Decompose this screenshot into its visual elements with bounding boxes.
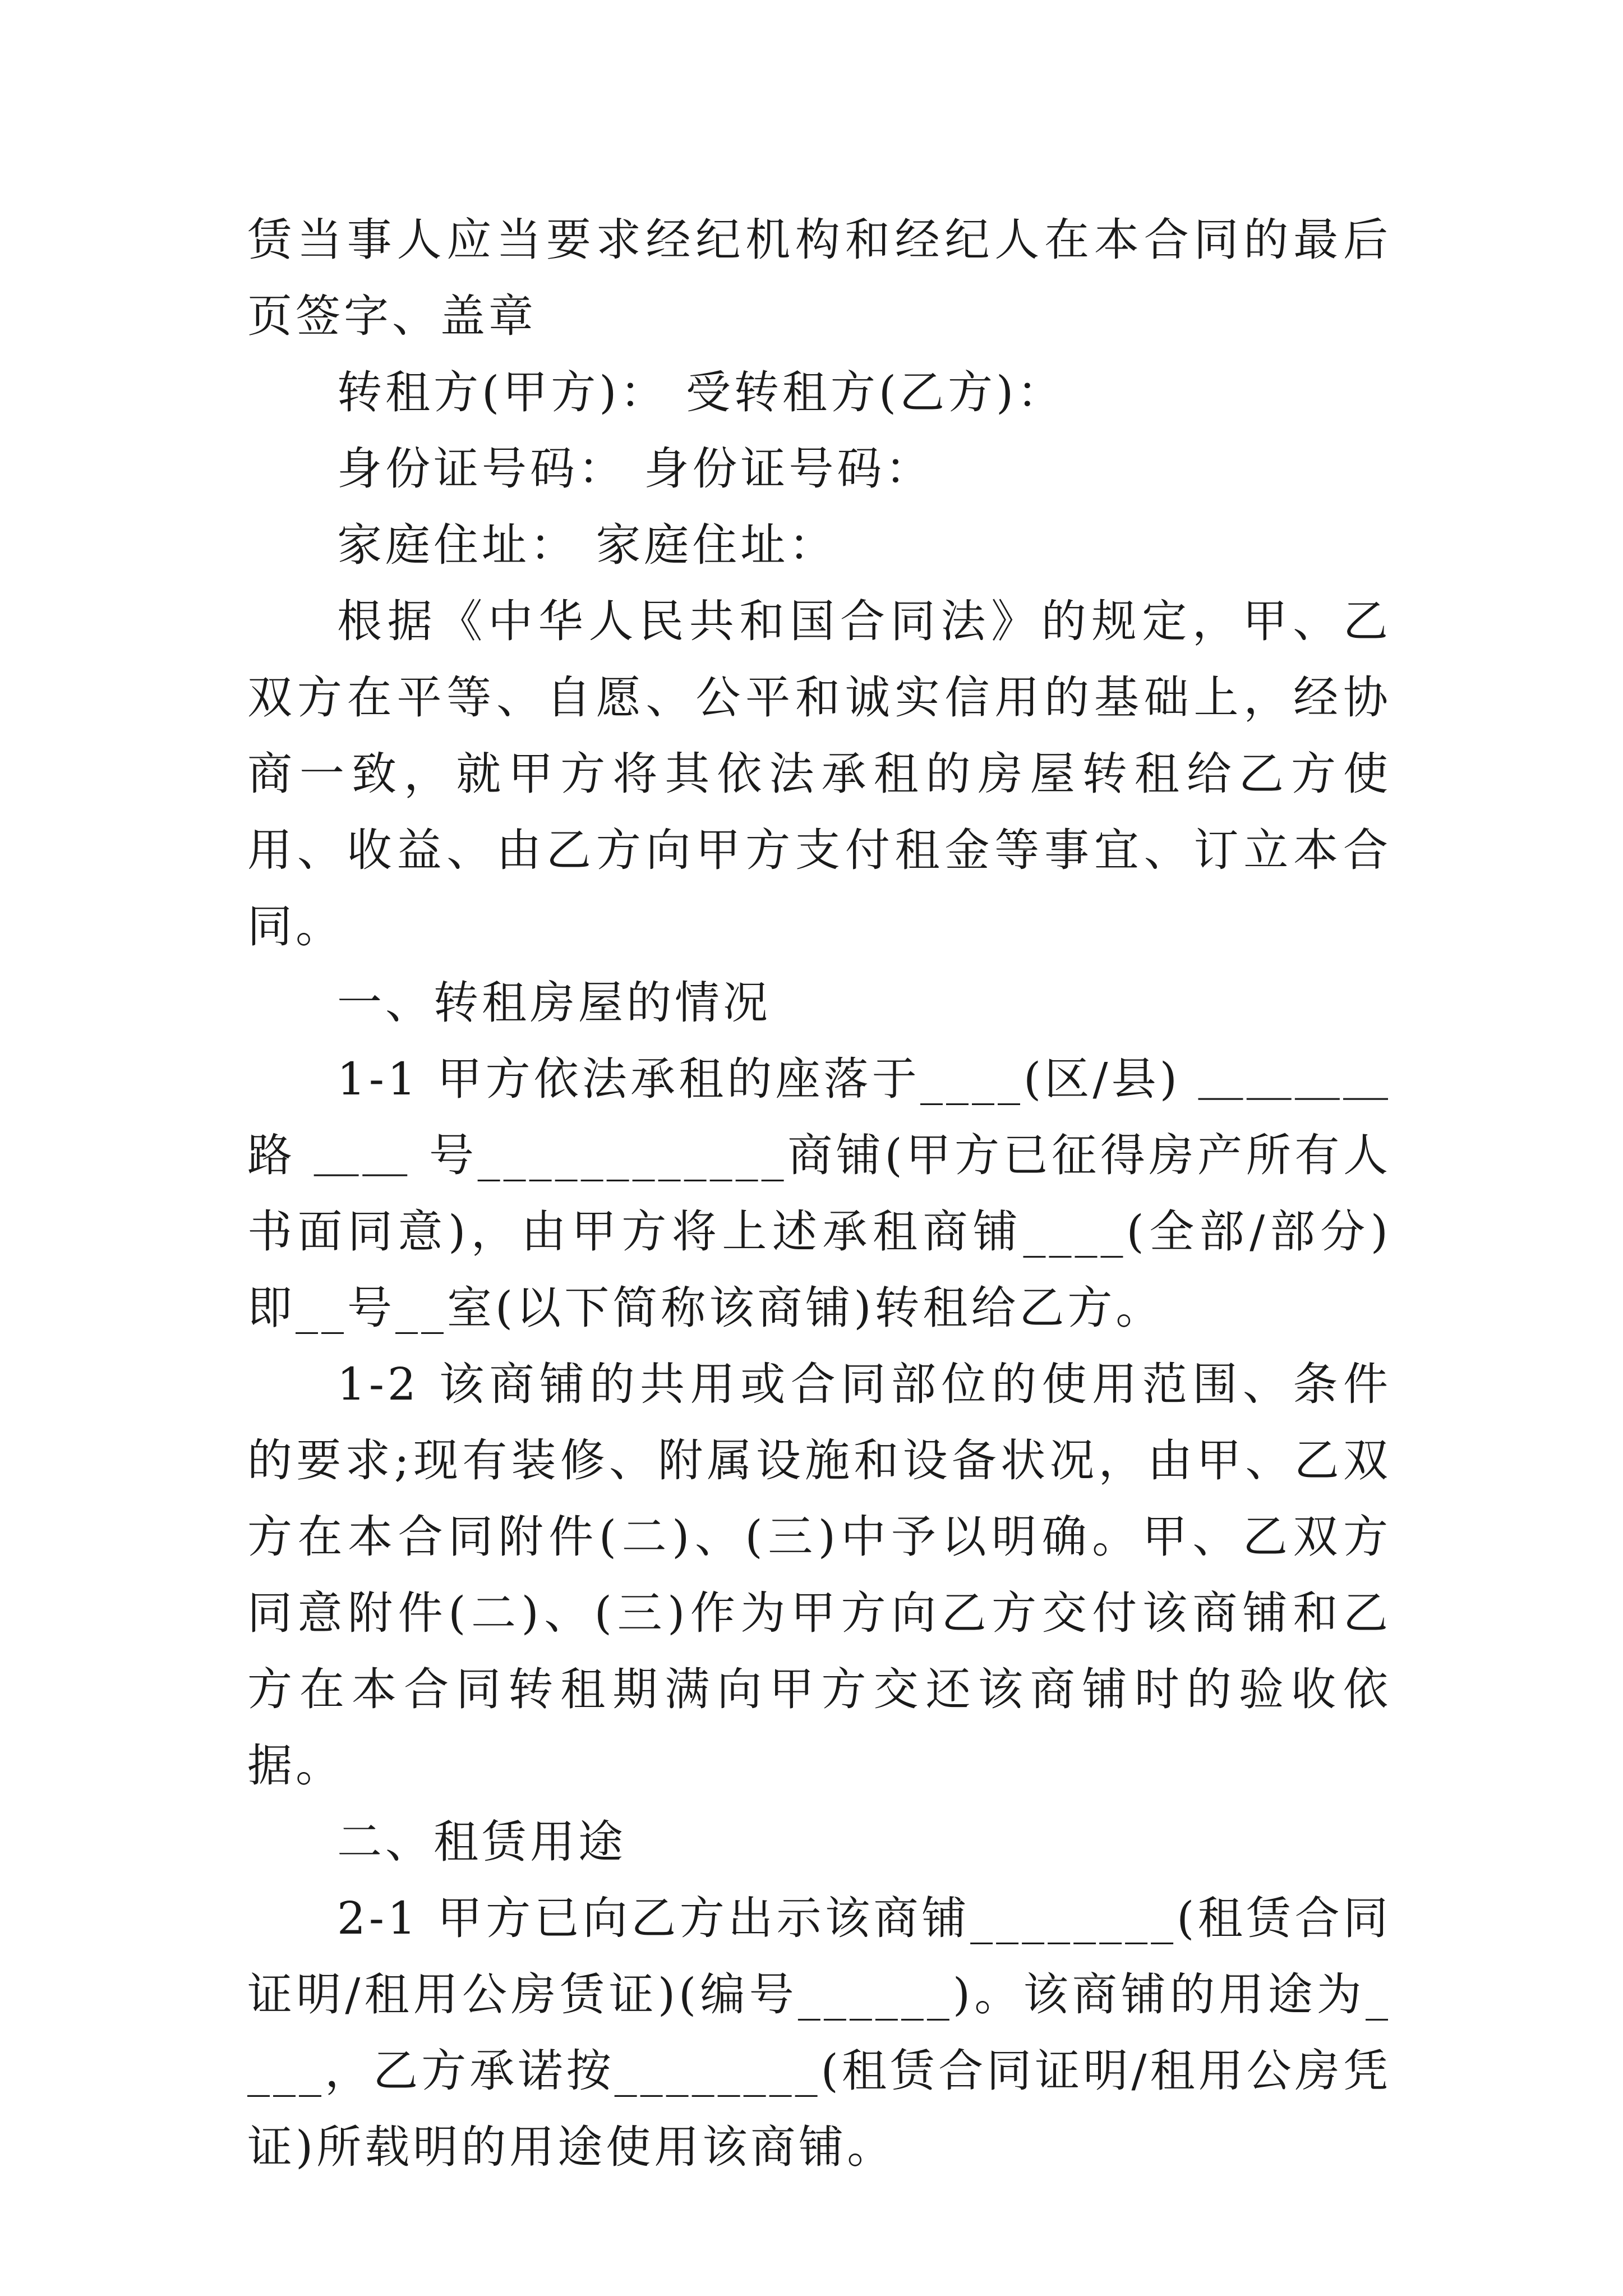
paragraph-home-address: 家庭住址： 家庭住址： [337, 519, 837, 571]
section-heading-2: 二、租赁用途 [337, 1816, 626, 1868]
clause-1-1: 1-1 甲方依法承租的座落于____(区/县) ＿＿＿＿ 路 ＿＿ 号____________商铺(甲方已征得房产所有人书面同意)，由甲方将上述承租商铺____(全部/部分)即__号__室(以下简称该商铺)转租给乙方。 [247, 1053, 1391, 1334]
paragraph-parties: 转租方(甲方)： 受转租方(乙方)： [337, 366, 1066, 418]
section-heading-1: 一、转租房屋的情况 [337, 977, 771, 1029]
clause-1-2: 1-2 该商铺的共用或合同部位的使用范围、条件的要求;现有装修、附属设施和设备状况，由甲、乙双方在本合同附件(二)、(三)中予以明确。甲、乙双方同意附件(二)、(三)作为甲方向乙方交付该商铺和乙方在本合同转租期满向甲方交还该商铺时的验收依据。 [247, 1358, 1391, 1792]
paragraph-preamble: 根据《中华人民共和国合同法》的规定，甲、乙双方在平等、自愿、公平和诚实信用的基础上，经协商一致，就甲方将其依法承租的房屋转租给乙方使用、收益、由乙方向甲方支付租金等事宜、订立本合同。 [247, 595, 1391, 953]
clause-2-1: 2-1 甲方已向乙方出示该商铺________(租赁合同证明/租用公房赁证)(编号______)。该商铺的用途为____，乙方承诺按________(租赁合同证明/租用公房凭证)所载明的用途使用该商铺。 [247, 1892, 1391, 2173]
paragraph-signature-note: 赁当事人应当要求经纪机构和经纪人在本合同的最后页签字、盖章 [247, 214, 1391, 342]
document-body [247, 202, 1391, 2185]
paragraph-id-numbers: 身份证号码： 身份证号码： [337, 443, 934, 495]
